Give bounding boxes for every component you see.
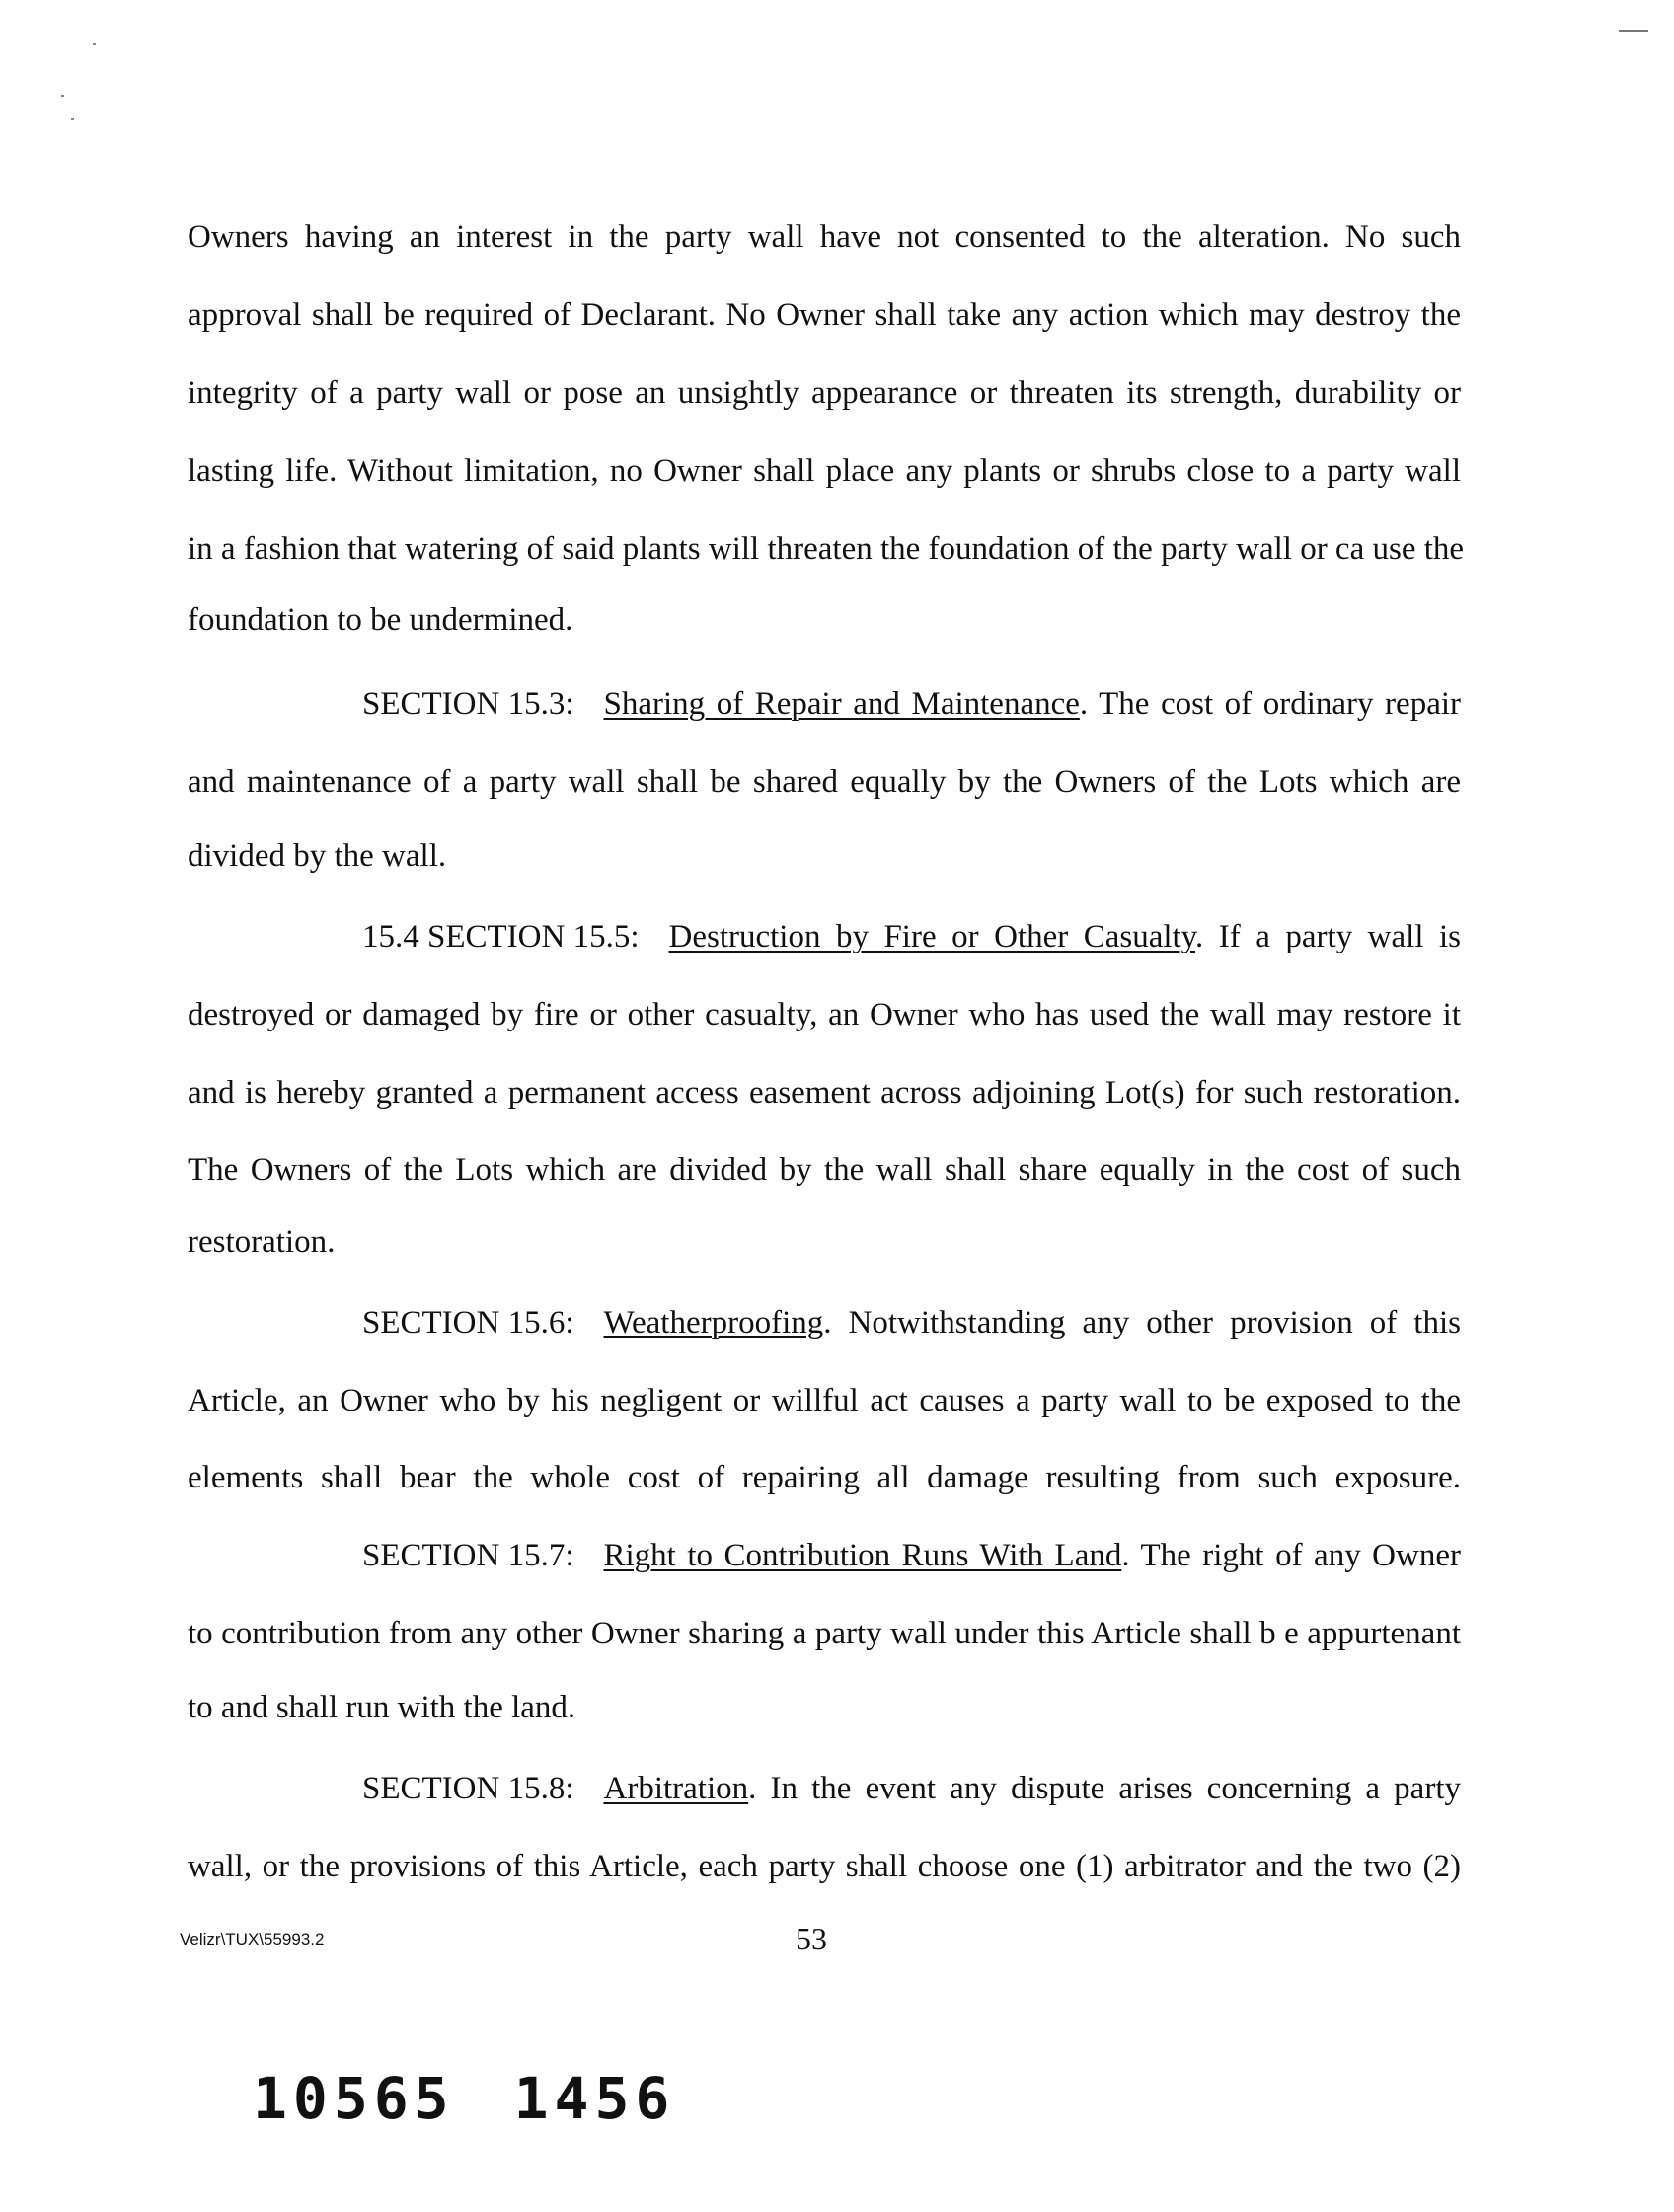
body-line: Article, an Owner who by his negligent or willful act causes a party wall to be exposed to the [188, 1383, 1461, 1418]
body-line: foundation to be undermined. [188, 602, 573, 638]
section-text: . Notwithstanding any other provision of this [823, 1305, 1461, 1340]
section-15-3-heading-line [362, 684, 1461, 724]
page-number: 53 [796, 1921, 827, 1956]
scan-mark [1619, 30, 1648, 32]
body-line: in a fashion that watering of said plants will threaten the foundation of the party wall or ca use the [188, 531, 1465, 567]
section-text: . The cost of ordinary repair [1079, 686, 1462, 722]
scan-speck [71, 118, 74, 120]
section-15-5-heading-line [362, 917, 1461, 956]
section-15-6-heading-line [362, 1303, 1461, 1342]
section-text: . If a party wall is [1195, 919, 1461, 954]
section-15-7-heading-line [362, 1536, 1461, 1575]
book-page-number: 1456 [513, 2065, 676, 2132]
section-number: SECTION 15.8: [362, 1771, 574, 1806]
body-line: and is hereby granted a permanent access easement across adjoining Lot(s) for such restoration. [188, 1075, 1461, 1110]
section-number: 15.4 SECTION 15.5: [362, 919, 640, 954]
body-line: wall, or the provisions of this Article, each party shall choose one (1) arbitrator and the two (2) [188, 1849, 1461, 1884]
body-line: to and shall run with the land. [188, 1690, 576, 1725]
section-heading: Weatherproofing [603, 1305, 824, 1340]
body-line: restoration. [188, 1224, 336, 1259]
section-15-8-heading-line [362, 1769, 1461, 1808]
body-line: The Owners of the Lots which are divided by the wall shall share equally in the cost of such [188, 1152, 1461, 1187]
body-line: to contribution from any other Owner sharing a party wall under this Article shall b e appurtenant [188, 1616, 1461, 1651]
recording-stamp [253, 2065, 675, 2132]
section-text: . In the event any dispute arises concerning a party [748, 1771, 1461, 1806]
section-heading: Arbitration [603, 1771, 749, 1806]
body-line: elements shall bear the whole cost of repairing all damage resulting from such exposure. [188, 1460, 1461, 1495]
book-number: 10565 [253, 2065, 455, 2132]
section-heading: Destruction by Fire or Other Casualty [668, 919, 1196, 954]
body-line: and maintenance of a party wall shall be shared equally by the Owners of the Lots which are [188, 764, 1461, 800]
body-line: approval shall be required of Declarant. No Owner shall take any action which may destroy the [188, 297, 1461, 333]
body-line: Owners having an interest in the party wall have not consented to the alteration. No such [188, 219, 1461, 255]
section-text: . The right of any Owner [1121, 1538, 1461, 1573]
section-number: SECTION 15.7: [362, 1538, 574, 1573]
scan-speck [61, 95, 64, 97]
scan-speck [93, 43, 96, 45]
section-number: SECTION 15.3: [362, 686, 574, 722]
body-line: divided by the wall. [188, 838, 447, 874]
section-number: SECTION 15.6: [362, 1305, 574, 1340]
file-reference: Velizr\TUX\55993.2 [180, 1930, 325, 1948]
section-heading: Right to Contribution Runs With Land [603, 1538, 1122, 1573]
body-line: lasting life. Without limitation, no Owner shall place any plants or shrubs close to a party wall [188, 453, 1461, 489]
section-heading: Sharing of Repair and Maintenance [603, 686, 1080, 722]
body-line: integrity of a party wall or pose an unsightly appearance or threaten its strength, durability or [188, 375, 1461, 411]
body-line: destroyed or damaged by fire or other casualty, an Owner who has used the wall may restore it [188, 997, 1461, 1032]
